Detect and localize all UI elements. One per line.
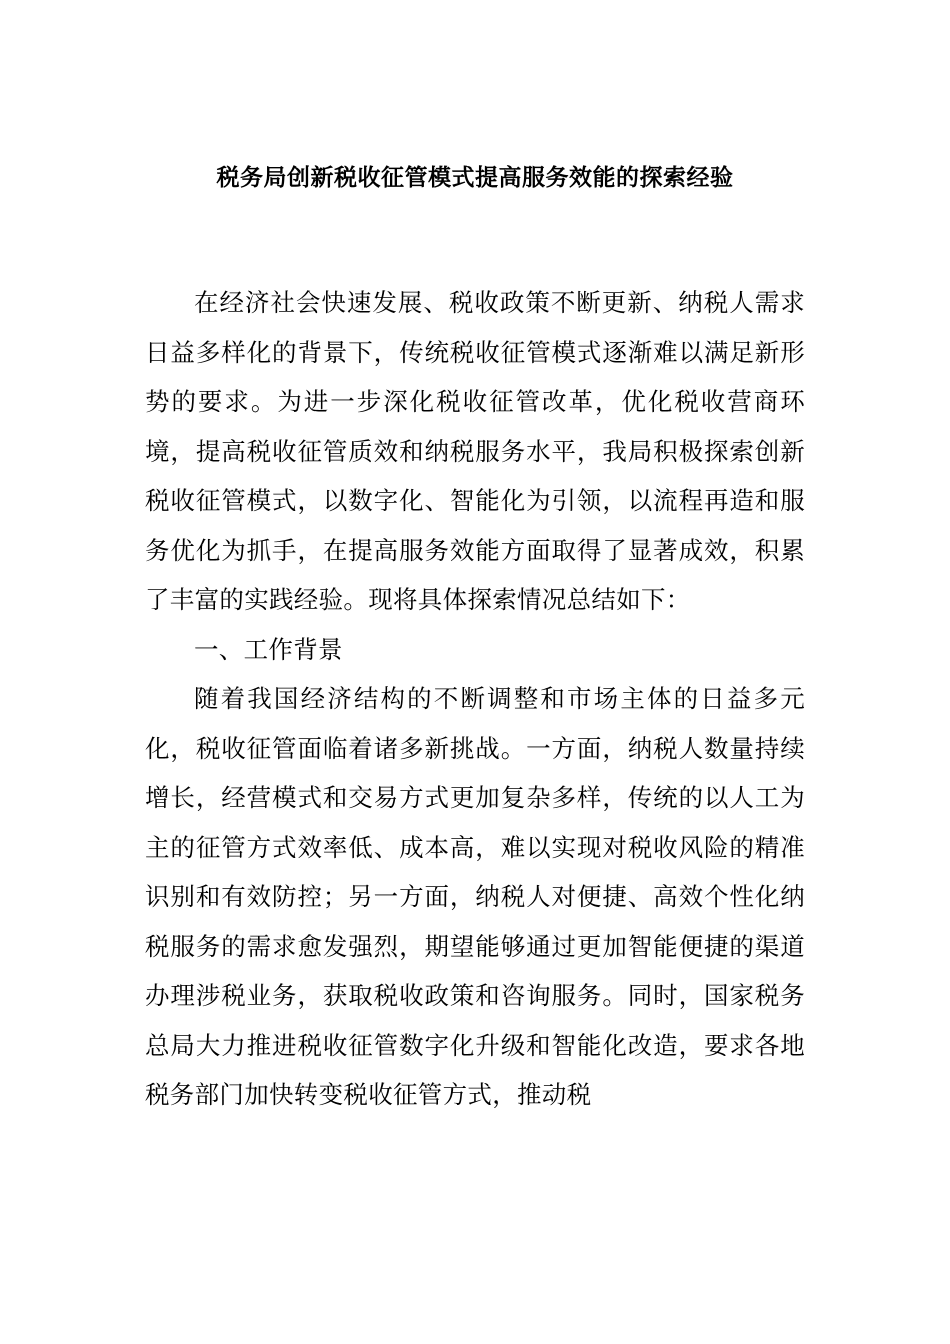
section-heading: 一、工作背景 (194, 634, 343, 664)
document-title: 税务局创新税收征管模式提高服务效能的探索经验 (216, 165, 734, 191)
background-paragraph: 随着我国经济结构的不断调整和市场主体的日益多元化，税收征管面临着诸多新挑战。一方面，纳税人数量持续增长，经营模式和交易方式更加复杂多样，传统的以人工为主的征管方式效率低、成本高，难以实现对税收风险的精准识别和有效防控；另一方面，纳税人对便捷、高效个性化纳税服务的需求愈发强烈，期望能够通过更加智能便捷的渠道办理涉税业务，获取税收政策和咨询服务。同时，国家税务总局大力推进税收征管数字化升级和智能化改造，要求各地税务部门加快转变税收征管方式，推动税 (145, 684, 805, 1109)
intro-paragraph: 在经济社会快速发展、税收政策不断更新、纳税人需求日益多样化的背景下，传统税收征管模式逐渐难以满足新形势的要求。为进一步深化税收征管改革，优化税收营商环境，提高税收征管质效和纳税服务水平，我局积极探索创新税收征管模式，以数字化、智能化为引领，以流程再造和服务优化为抓手，在提高服务效能方面取得了显著成效，积累了丰富的实践经验。现将具体探索情况总结如下： (145, 288, 805, 614)
document-body (145, 278, 805, 1120)
